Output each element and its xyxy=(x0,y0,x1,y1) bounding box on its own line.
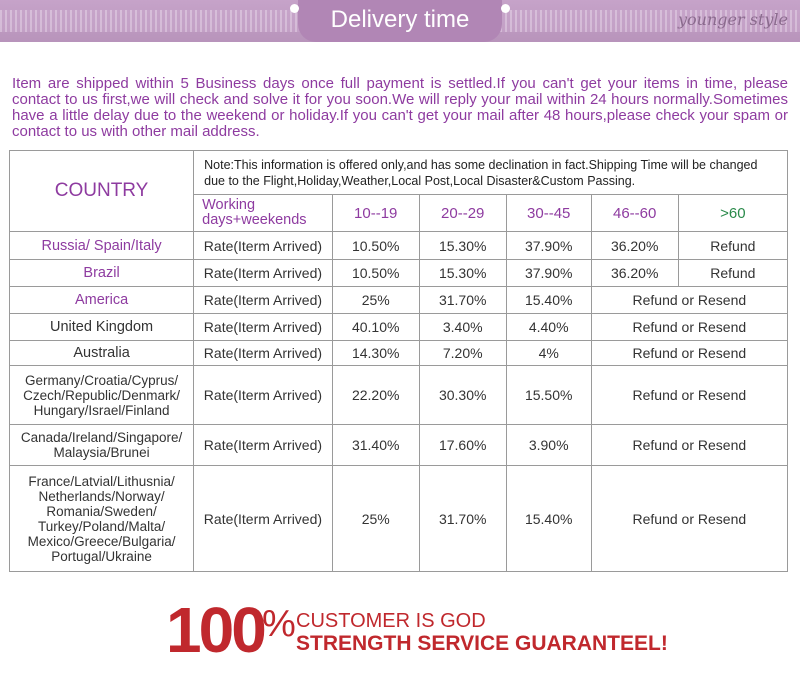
rate-value: 15.30% xyxy=(419,232,506,260)
rate-value: 3.90% xyxy=(506,425,591,466)
country-name: America xyxy=(10,287,194,314)
rate-value: 22.20% xyxy=(332,366,419,425)
rate-label: Rate(Iterm Arrived) xyxy=(194,232,333,260)
rate-value: 30.30% xyxy=(419,366,506,425)
period-header: 30--45 xyxy=(506,195,591,232)
refund-or-resend: Refund or Resend xyxy=(591,366,787,425)
period-header: 20--29 xyxy=(419,195,506,232)
rate-value: 4% xyxy=(506,341,591,366)
header-banner xyxy=(0,0,800,42)
rate-value: 36.20% xyxy=(591,260,678,287)
rate-label: Rate(Iterm Arrived) xyxy=(194,366,333,425)
table-row xyxy=(10,287,788,314)
table-row xyxy=(10,260,788,287)
page-title: Delivery time xyxy=(330,6,470,33)
rate-value: 37.90% xyxy=(506,260,591,287)
rate-label: Rate(Iterm Arrived) xyxy=(194,287,333,314)
rate-value: Refund xyxy=(678,260,787,287)
period-header: 10--19 xyxy=(332,195,419,232)
rate-label: Rate(Iterm Arrived) xyxy=(194,341,333,366)
refund-or-resend: Refund or Resend xyxy=(591,341,787,366)
rate-value: 15.30% xyxy=(419,260,506,287)
country-name: United Kingdom xyxy=(10,314,194,341)
refund-or-resend: Refund or Resend xyxy=(591,466,787,572)
decorative-dot-icon xyxy=(501,4,510,13)
rate-value: 31.40% xyxy=(332,425,419,466)
rate-label: Rate(Iterm Arrived) xyxy=(194,425,333,466)
rate-value: 10.50% xyxy=(332,260,419,287)
refund-or-resend: Refund or Resend xyxy=(591,425,787,466)
rate-value: 36.20% xyxy=(591,232,678,260)
table-row xyxy=(10,425,788,466)
rate-value: 15.40% xyxy=(506,287,591,314)
table-row xyxy=(10,341,788,366)
service-slogan: STRENGTH SERVICE GUARANTEEL! xyxy=(296,632,668,655)
rate-value: 15.50% xyxy=(506,366,591,425)
rate-value: 17.60% xyxy=(419,425,506,466)
brand-logo-text: younger style xyxy=(678,10,788,29)
rate-label: Rate(Iterm Arrived) xyxy=(194,466,333,572)
working-days-label: Working days+weekends xyxy=(194,195,333,232)
customer-slogan: CUSTOMER IS GOD xyxy=(296,610,486,632)
table-row xyxy=(10,366,788,425)
rate-value: 15.40% xyxy=(506,466,591,572)
guarantee-number: 100 xyxy=(166,594,264,666)
table-row xyxy=(10,466,788,572)
rate-value: 25% xyxy=(332,287,419,314)
shipping-policy-text: Item are shipped within 5 Business days once full payment is settled.If you can't get your items in time, please contact to us first,we will check and solve it for you soon.We will reply your mail within 24 hours normally.Sometimes have a little delay due to the weekend or holiday.If you can't get your mail after 48 hours,please check your spam or contact to us with other mail address. xyxy=(12,75,788,140)
rate-value: 7.20% xyxy=(419,341,506,366)
country-name: Germany/Croatia/Cyprus/ Czech/Republic/Denmark/ Hungary/Israel/Finland xyxy=(10,366,194,425)
rate-label: Rate(Iterm Arrived) xyxy=(194,260,333,287)
note-row xyxy=(10,151,788,195)
rate-value: 14.30% xyxy=(332,341,419,366)
rate-value: 4.40% xyxy=(506,314,591,341)
rate-value: 10.50% xyxy=(332,232,419,260)
country-name: Australia xyxy=(10,341,194,366)
delivery-time-table xyxy=(9,150,788,572)
country-name: France/Latvial/Lithusnia/ Netherlands/Norway/ Romania/Sweden/ Turkey/Poland/Malta/ Mexico/Greece/Bulgaria/ Portugal/Ukraine xyxy=(10,466,194,572)
table-row xyxy=(10,232,788,260)
country-name: Canada/Ireland/Singapore/ Malaysia/Brunei xyxy=(10,425,194,466)
period-header: >60 xyxy=(678,195,787,232)
table-row xyxy=(10,314,788,341)
country-header: COUNTRY xyxy=(10,151,194,232)
percent-sign: % xyxy=(262,603,296,645)
shipping-note: Note:This information is offered only,and has some declination in fact.Shipping Time will be changed due to the Flight,Holiday,Weather,Local Post,Local Disaster&Custom Passing. xyxy=(194,151,788,195)
rate-value: 31.70% xyxy=(419,287,506,314)
rate-value: 3.40% xyxy=(419,314,506,341)
rate-value: Refund xyxy=(678,232,787,260)
period-header: 46--60 xyxy=(591,195,678,232)
country-name: Brazil xyxy=(10,260,194,287)
rate-label: Rate(Iterm Arrived) xyxy=(194,314,333,341)
rate-value: 40.10% xyxy=(332,314,419,341)
refund-or-resend: Refund or Resend xyxy=(591,314,787,341)
rate-value: 37.90% xyxy=(506,232,591,260)
rate-value: 31.70% xyxy=(419,466,506,572)
refund-or-resend: Refund or Resend xyxy=(591,287,787,314)
country-name: Russia/ Spain/Italy xyxy=(10,232,194,260)
rate-value: 25% xyxy=(332,466,419,572)
